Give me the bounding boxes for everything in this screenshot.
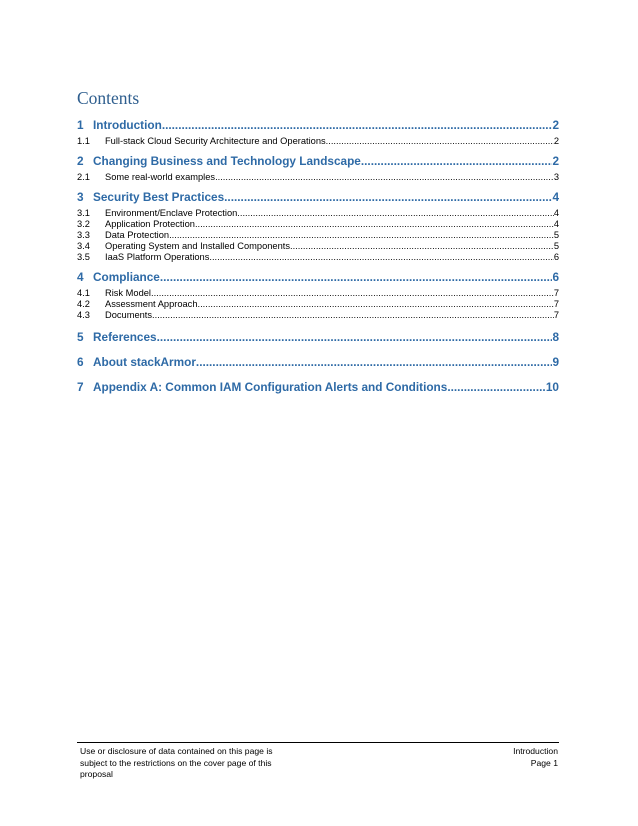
toc-page: 9	[552, 355, 559, 369]
toc-page: 10	[545, 380, 559, 394]
toc-entry-compliance[interactable]	[77, 270, 559, 286]
toc-page: 4	[553, 219, 559, 229]
toc-number: 7	[77, 380, 84, 394]
page-title: Contents	[77, 88, 140, 108]
footer-disclaimer-line: subject to the restrictions on the cover page of this	[80, 757, 272, 768]
toc-title: Documents	[105, 310, 153, 320]
toc-number: 6	[77, 355, 84, 369]
toc-page: 4	[552, 190, 559, 204]
toc-page: 2	[553, 136, 559, 146]
toc-page: 2	[552, 118, 559, 132]
toc-page: 5	[553, 230, 559, 240]
toc-page: 6	[552, 270, 559, 284]
toc-leader	[162, 118, 553, 132]
toc-entry-risk-model[interactable]	[77, 288, 559, 299]
toc-leader	[195, 219, 554, 230]
toc-number: 2	[77, 154, 84, 168]
toc-title: Environment/Enclave Protection	[105, 208, 238, 218]
toc-number: 1.1	[77, 136, 90, 146]
toc-number: 4.3	[77, 310, 90, 320]
toc-title: Changing Business and Technology Landscape	[93, 154, 361, 168]
toc-entry-changing-business[interactable]	[77, 154, 559, 170]
toc-number: 3.2	[77, 219, 90, 229]
toc-page: 7	[553, 299, 559, 309]
toc-page: 2	[552, 154, 559, 168]
toc-leader	[209, 252, 553, 263]
toc-number: 3.5	[77, 252, 90, 262]
toc-title: Compliance	[93, 270, 160, 284]
toc-title: Application Protection	[105, 219, 195, 229]
toc-leader	[361, 154, 553, 168]
toc-leader	[157, 330, 553, 344]
toc-number: 3.4	[77, 241, 90, 251]
toc-leader	[196, 355, 553, 369]
toc-entry-about-stackarmor[interactable]	[77, 355, 559, 371]
toc-leader	[151, 288, 554, 299]
toc-entry-assessment-approach[interactable]	[77, 299, 559, 310]
footer-section-info	[438, 746, 558, 769]
toc-title: Security Best Practices	[93, 190, 225, 204]
toc-number: 4	[77, 270, 84, 284]
toc-leader	[224, 190, 552, 204]
toc-number: 2.1	[77, 172, 90, 182]
toc-title: Appendix A: Common IAM Configuration Alerts and Conditions	[93, 380, 448, 394]
toc-page: 7	[553, 310, 559, 320]
footer-disclaimer-line: proposal	[80, 769, 113, 779]
toc-leader	[447, 380, 546, 394]
toc-number: 3.1	[77, 208, 90, 218]
toc-leader	[237, 208, 554, 219]
toc-entry-references[interactable]	[77, 330, 559, 346]
toc-title: Some real-world examples	[105, 172, 216, 182]
footer-section-name: Introduction	[513, 746, 558, 756]
toc-entry-iaas-platform[interactable]	[77, 252, 559, 263]
toc-title: Assessment Approach	[105, 299, 198, 309]
toc-entry-introduction[interactable]	[77, 118, 559, 134]
toc-leader	[152, 310, 554, 321]
toc-number: 4.1	[77, 288, 90, 298]
toc-leader	[198, 299, 554, 310]
toc-title: Operating System and Installed Components	[105, 241, 291, 251]
toc-leader	[215, 172, 554, 183]
toc-entry-operating-system[interactable]	[77, 241, 559, 252]
toc-number: 1	[77, 118, 84, 132]
toc-entry-enclave-protection[interactable]	[77, 208, 559, 219]
toc-title: About stackArmor	[93, 355, 196, 369]
toc-page: 6	[553, 252, 559, 262]
toc-entry-documents[interactable]	[77, 310, 559, 321]
toc-page: 4	[553, 208, 559, 218]
toc-title: IaaS Platform Operations	[105, 252, 210, 262]
footer-page-number: Page 1	[530, 757, 558, 768]
toc-title: Risk Model	[105, 288, 151, 298]
toc-entry-data-protection[interactable]	[77, 230, 559, 241]
toc-entry-real-world-examples[interactable]	[77, 172, 559, 183]
toc-entry-security-best-practices[interactable]	[77, 190, 559, 206]
footer-disclaimer	[80, 746, 280, 781]
toc-number: 4.2	[77, 299, 90, 309]
toc-entry-appendix-a[interactable]	[77, 380, 559, 396]
toc-number: 5	[77, 330, 84, 344]
toc-leader	[160, 270, 553, 284]
table-of-contents	[77, 112, 559, 398]
toc-leader	[326, 136, 554, 147]
toc-number: 3.3	[77, 230, 90, 240]
toc-leader	[169, 230, 554, 241]
toc-page: 7	[553, 288, 559, 298]
toc-entry-application-protection[interactable]	[77, 219, 559, 230]
footer-divider	[77, 742, 559, 743]
toc-entry-full-stack[interactable]	[77, 136, 559, 147]
toc-page: 5	[553, 241, 559, 251]
toc-page: 8	[552, 330, 559, 344]
toc-leader	[290, 241, 554, 252]
toc-title: References	[93, 330, 157, 344]
toc-title: Data Protection	[105, 230, 170, 240]
footer-disclaimer-line: Use or disclosure of data contained on this page is	[80, 746, 273, 756]
toc-title: Introduction	[93, 118, 162, 132]
toc-page: 3	[553, 172, 559, 182]
toc-title: Full-stack Cloud Security Architecture and Operations	[105, 136, 326, 146]
toc-number: 3	[77, 190, 84, 204]
